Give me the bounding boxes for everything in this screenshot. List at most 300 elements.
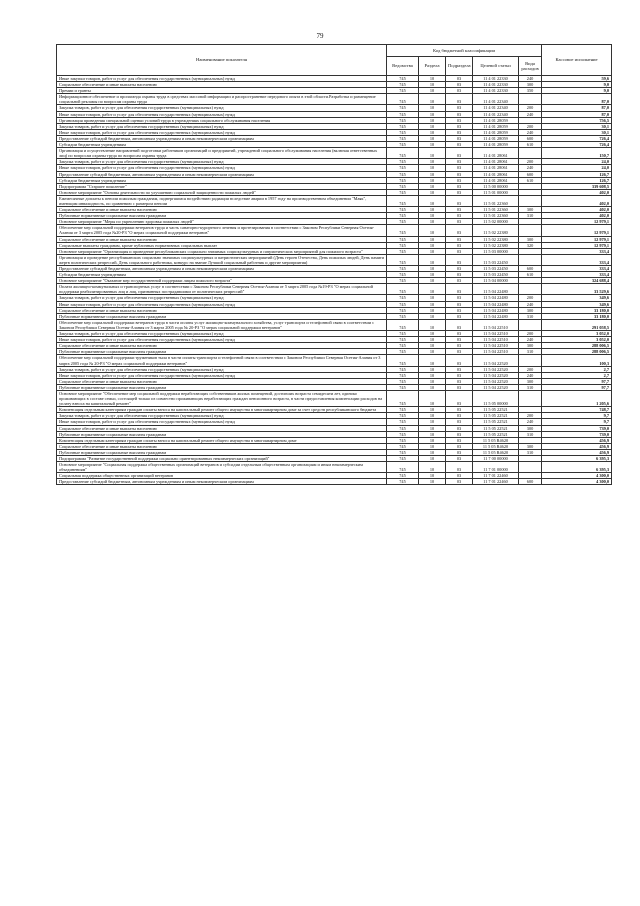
- row-target-article-code: 11 5 04 22480: [473, 284, 519, 295]
- row-amount: 33 180,0: [542, 313, 612, 319]
- row-department-code: 745: [387, 177, 419, 183]
- row-amount: 333,4: [542, 266, 612, 272]
- row-section-code: 10: [419, 413, 446, 419]
- row-subsection-code: 03: [446, 165, 473, 171]
- row-department-code: 745: [387, 189, 419, 195]
- row-amount: 291 058,5: [542, 319, 612, 330]
- row-target-article-code: 11 5 04 22520: [473, 378, 519, 384]
- row-expense-type-code: [519, 284, 542, 295]
- row-target-article-code: 11 5 03 22450: [473, 266, 519, 272]
- row-subsection-code: 03: [446, 337, 473, 343]
- row-department-code: 745: [387, 307, 419, 313]
- row-department-code: 745: [387, 207, 419, 213]
- row-expense-type-code: 240: [519, 372, 542, 378]
- row-section-code: 10: [419, 159, 446, 165]
- row-amount: 333,4: [542, 254, 612, 265]
- row-section-code: 10: [419, 425, 446, 431]
- row-expense-type-code: 610: [519, 177, 542, 183]
- row-department-code: 745: [387, 171, 419, 177]
- row-section-code: 10: [419, 165, 446, 171]
- row-subsection-code: 03: [446, 390, 473, 406]
- row-department-code: 745: [387, 390, 419, 406]
- row-section-code: 10: [419, 94, 446, 105]
- row-subsection-code: 03: [446, 366, 473, 372]
- row-section-code: 10: [419, 207, 446, 213]
- row-amount: 126,7: [542, 171, 612, 177]
- row-section-code: 10: [419, 242, 446, 248]
- row-subsection-code: 03: [446, 117, 473, 123]
- row-department-code: 745: [387, 419, 419, 425]
- row-expense-type-code: 300: [519, 343, 542, 349]
- row-department-code: 745: [387, 355, 419, 366]
- row-expense-type-code: 200: [519, 295, 542, 301]
- row-section-code: 10: [419, 437, 446, 443]
- row-subsection-code: 03: [446, 266, 473, 272]
- row-target-article-code: 11 5 03 00000: [473, 248, 519, 254]
- row-department-code: 745: [387, 242, 419, 248]
- row-name: Подпрограмма "Развитие государственной поддержки социально ориентированных некоммерческих организаций": [57, 456, 387, 462]
- row-department-code: 745: [387, 295, 419, 301]
- row-amount: 726,4: [542, 142, 612, 148]
- row-target-article-code: 11 5 04 22520: [473, 372, 519, 378]
- row-target-article-code: 11 4 01 28059: [473, 142, 519, 148]
- row-name: Ежемесячные доплаты к пенсии пожилым гражданам, подвергшимся воздействию радиации вследствие аварии в 1957 году на производственном объединении "Маяк", имеющим инвалидность, по сравнению с размером пенсии: [57, 195, 387, 206]
- row-amount: 30,1: [542, 123, 612, 129]
- table-row: [57, 284, 612, 295]
- row-name: Социальное обеспечение и иные выплаты населению: [57, 307, 387, 313]
- row-amount: 12 979,1: [542, 219, 612, 225]
- row-name: Закупка товаров, работ и услуг для обеспечения государственных (муниципальных) нужд: [57, 159, 387, 165]
- row-name: Публичные нормативные социальные выплаты гражданам: [57, 213, 387, 219]
- table-row: [57, 319, 612, 330]
- row-department-code: 745: [387, 266, 419, 272]
- row-target-article-code: 11 5 04 22510: [473, 343, 519, 349]
- row-amount: 126,7: [542, 177, 612, 183]
- row-subsection-code: 03: [446, 94, 473, 105]
- row-section-code: 10: [419, 111, 446, 117]
- table-row: [57, 195, 612, 206]
- row-section-code: 10: [419, 343, 446, 349]
- row-amount: 748,7: [542, 407, 612, 413]
- row-amount: 2,7: [542, 366, 612, 372]
- row-subsection-code: 03: [446, 307, 473, 313]
- row-subsection-code: 03: [446, 349, 473, 355]
- row-expense-type-code: 240: [519, 419, 542, 425]
- row-section-code: 10: [419, 337, 446, 343]
- row-subsection-code: 03: [446, 248, 473, 254]
- row-amount: 402,0: [542, 213, 612, 219]
- row-amount: 339 608,5: [542, 183, 612, 189]
- row-section-code: 10: [419, 219, 446, 225]
- row-section-code: 10: [419, 378, 446, 384]
- row-target-article-code: 11 5 05 R4620: [473, 443, 519, 449]
- row-target-article-code: 11 4 01 22330: [473, 88, 519, 94]
- row-subsection-code: 03: [446, 413, 473, 419]
- row-department-code: 745: [387, 148, 419, 159]
- row-target-article-code: 11 5 04 22520: [473, 384, 519, 390]
- row-target-article-code: 11 5 05 00000: [473, 390, 519, 406]
- row-subsection-code: 03: [446, 462, 473, 473]
- row-target-article-code: 11 5 02 22380: [473, 236, 519, 242]
- row-department-code: 745: [387, 456, 419, 462]
- row-department-code: 745: [387, 384, 419, 390]
- row-section-code: 10: [419, 313, 446, 319]
- row-name: Оплата жилищно-коммунальных и транспортных услуг в соответствии с Законом Республики Северная Осетия-Алания от 5 марта 2005 года №19-РЗ "О мерах социальной поддержки реабилитированных лиц и лиц, признанных пострадавшими от политических репрессий": [57, 284, 387, 295]
- row-section-code: 10: [419, 129, 446, 135]
- row-expense-type-code: 310: [519, 313, 542, 319]
- row-target-article-code: 11 5 05 22521: [473, 407, 519, 413]
- row-department-code: 745: [387, 129, 419, 135]
- row-subsection-code: 03: [446, 425, 473, 431]
- row-expense-type-code: 300: [519, 378, 542, 384]
- row-expense-type-code: 200: [519, 413, 542, 419]
- row-subsection-code: 03: [446, 129, 473, 135]
- row-department-code: 745: [387, 195, 419, 206]
- table-row: [57, 94, 612, 105]
- row-name: Закупка товаров, работ и услуг для обеспечения государственных (муниципальных) нужд: [57, 105, 387, 111]
- row-department-code: 745: [387, 331, 419, 337]
- row-subsection-code: 03: [446, 195, 473, 206]
- row-target-article-code: 11 4 01 28059: [473, 129, 519, 135]
- row-expense-type-code: 310: [519, 213, 542, 219]
- row-name: Субсидии бюджетным учреждениям: [57, 177, 387, 183]
- row-subsection-code: 03: [446, 207, 473, 213]
- table-row: [57, 390, 612, 406]
- row-subsection-code: 03: [446, 355, 473, 366]
- row-amount: 739,0: [542, 431, 612, 437]
- row-expense-type-code: 200: [519, 331, 542, 337]
- row-department-code: 745: [387, 123, 419, 129]
- row-section-code: 10: [419, 419, 446, 425]
- row-amount: 1 205,6: [542, 390, 612, 406]
- row-subsection-code: 03: [446, 76, 473, 82]
- row-target-article-code: 11 5 04 22480: [473, 301, 519, 307]
- row-target-article-code: 11 4 01 28059: [473, 123, 519, 129]
- row-amount: 456,9: [542, 443, 612, 449]
- row-department-code: 745: [387, 165, 419, 171]
- budget-table: [56, 44, 612, 485]
- row-section-code: 10: [419, 189, 446, 195]
- row-name: Закупка товаров, работ и услуг для обеспечения государственных (муниципальных) нужд: [57, 366, 387, 372]
- row-expense-type-code: [519, 148, 542, 159]
- row-amount: 24,0: [542, 159, 612, 165]
- row-amount: 456,9: [542, 437, 612, 443]
- row-expense-type-code: 600: [519, 171, 542, 177]
- row-amount: 12 979,1: [542, 225, 612, 236]
- row-subsection-code: 03: [446, 254, 473, 265]
- row-target-article-code: 11 5 04 00000: [473, 278, 519, 284]
- row-amount: 349,6: [542, 295, 612, 301]
- table-header: [57, 45, 612, 76]
- row-expense-type-code: [519, 94, 542, 105]
- row-name: Предоставление субсидий бюджетным, автономным учреждениям и иным некоммерческим организациям: [57, 266, 387, 272]
- row-amount: 59,6: [542, 76, 612, 82]
- row-department-code: 745: [387, 407, 419, 413]
- row-target-article-code: 11 5 04 22480: [473, 307, 519, 313]
- row-target-article-code: 11 5 05 22521: [473, 431, 519, 437]
- row-target-article-code: 11 5 01 00000: [473, 189, 519, 195]
- row-name: Организация проведения специальной оценки условий труда в учреждениях социального обслуживания населения: [57, 117, 387, 123]
- row-target-article-code: 11 5 04 22480: [473, 295, 519, 301]
- row-department-code: 745: [387, 319, 419, 330]
- row-subsection-code: 03: [446, 189, 473, 195]
- row-target-article-code: 11 5 05 R4620: [473, 437, 519, 443]
- row-target-article-code: 11 4 01 28061: [473, 165, 519, 171]
- row-name: Иные закупки товаров, работ и услуг для обеспечения государственных (муниципальных) нужд: [57, 129, 387, 135]
- row-name: Иные закупки товаров, работ и услуг для обеспечения государственных (муниципальных) нужд: [57, 337, 387, 343]
- row-target-article-code: 11 5 04 22520: [473, 366, 519, 372]
- row-amount: 349,6: [542, 301, 612, 307]
- row-name: Закупка товаров, работ и услуг для обеспечения государственных (муниципальных) нужд: [57, 295, 387, 301]
- row-section-code: 10: [419, 135, 446, 141]
- row-name: Закупка товаров, работ и услуг для обеспечения государственных (муниципальных) нужд: [57, 331, 387, 337]
- row-name: Основное мероприятие "Меры по укреплению здоровья пожилых людей": [57, 219, 387, 225]
- row-section-code: 10: [419, 331, 446, 337]
- row-subsection-code: 03: [446, 443, 473, 449]
- row-name: Иные закупки товаров, работ и услуг для обеспечения государственных (муниципальных) нужд: [57, 419, 387, 425]
- row-subsection-code: 03: [446, 111, 473, 117]
- row-section-code: 10: [419, 307, 446, 313]
- row-expense-type-code: 240: [519, 337, 542, 343]
- row-department-code: 745: [387, 76, 419, 82]
- row-subsection-code: 03: [446, 213, 473, 219]
- row-name: Иные закупки товаров, работ и услуг для обеспечения государственных (муниципальных) нужд: [57, 301, 387, 307]
- row-department-code: 745: [387, 437, 419, 443]
- row-amount: 87,0: [542, 111, 612, 117]
- row-expense-type-code: [519, 254, 542, 265]
- row-section-code: 10: [419, 213, 446, 219]
- row-name: Закупка товаров, работ и услуг для обеспечения государственных (муниципальных) нужд: [57, 413, 387, 419]
- row-expense-type-code: 300: [519, 425, 542, 431]
- row-expense-type-code: 310: [519, 384, 542, 390]
- row-expense-type-code: [519, 390, 542, 406]
- row-name: Публичные нормативные социальные выплаты гражданам: [57, 349, 387, 355]
- row-section-code: 10: [419, 278, 446, 284]
- row-name: Публичные нормативные социальные выплаты гражданам: [57, 313, 387, 319]
- row-expense-type-code: 240: [519, 129, 542, 135]
- row-subsection-code: 03: [446, 456, 473, 462]
- row-subsection-code: 03: [446, 449, 473, 455]
- table-row: [57, 355, 612, 366]
- row-department-code: 745: [387, 254, 419, 265]
- row-name: Субсидии бюджетным учреждениям: [57, 142, 387, 148]
- header-department: Ведомства: [387, 57, 419, 76]
- row-section-code: 10: [419, 301, 446, 307]
- row-name: Социальное обеспечение и иные выплаты населению: [57, 425, 387, 431]
- row-subsection-code: 03: [446, 372, 473, 378]
- row-expense-type-code: 300: [519, 207, 542, 213]
- row-name: Предоставление субсидий бюджетным, автономным учреждениям и иным некоммерческим организациям: [57, 479, 387, 485]
- row-section-code: 10: [419, 355, 446, 366]
- row-name: Основное мероприятие "Основы деятельности по улучшению социальной защищенности пожилых людей": [57, 189, 387, 195]
- row-expense-type-code: 300: [519, 236, 542, 242]
- row-section-code: 10: [419, 254, 446, 265]
- row-section-code: 10: [419, 248, 446, 254]
- row-subsection-code: 03: [446, 343, 473, 349]
- row-expense-type-code: 200: [519, 105, 542, 111]
- row-section-code: 10: [419, 473, 446, 479]
- row-expense-type-code: 240: [519, 165, 542, 171]
- row-department-code: 745: [387, 94, 419, 105]
- row-name: Социальное обеспечение и иные выплаты населению: [57, 82, 387, 88]
- row-department-code: 745: [387, 105, 419, 111]
- row-amount: 150,7: [542, 148, 612, 159]
- row-department-code: 745: [387, 366, 419, 372]
- header-subsection: Подраздела: [446, 57, 473, 76]
- header-amount: Кассовое исполнение: [542, 45, 612, 76]
- row-subsection-code: 03: [446, 378, 473, 384]
- row-name: Публичные нормативные социальные выплаты гражданам: [57, 449, 387, 455]
- row-subsection-code: 03: [446, 419, 473, 425]
- row-name: Обеспечение мер социальной поддержки ветеранов труда в части оплаты услуг жилищно-коммунального хозяйства, услуг транспорта и телефонной связи в соответствии с Законом Республики Северная Осетия-Алания от 3 марта 2005 года № 20-РЗ "О мерах социальной поддержки ветеранов": [57, 319, 387, 330]
- row-subsection-code: 03: [446, 105, 473, 111]
- row-amount: 9,0: [542, 82, 612, 88]
- row-department-code: 745: [387, 431, 419, 437]
- row-department-code: 745: [387, 142, 419, 148]
- row-subsection-code: 03: [446, 284, 473, 295]
- row-subsection-code: 03: [446, 384, 473, 390]
- row-name: Публичные нормативные социальные выплаты гражданам: [57, 431, 387, 437]
- row-subsection-code: 03: [446, 431, 473, 437]
- row-department-code: 745: [387, 248, 419, 254]
- row-subsection-code: 03: [446, 88, 473, 94]
- row-section-code: 10: [419, 123, 446, 129]
- row-name: Закупка товаров, работ и услуг для обеспечения государственных (муниципальных) нужд: [57, 123, 387, 129]
- row-target-article-code: 11 5 05 R4620: [473, 449, 519, 455]
- row-department-code: 745: [387, 82, 419, 88]
- row-department-code: 745: [387, 349, 419, 355]
- row-section-code: 10: [419, 284, 446, 295]
- row-section-code: 10: [419, 82, 446, 88]
- row-expense-type-code: [519, 195, 542, 206]
- row-section-code: 10: [419, 183, 446, 189]
- row-section-code: 10: [419, 117, 446, 123]
- row-amount: 2,7: [542, 372, 612, 378]
- row-amount: 4 300,0: [542, 473, 612, 479]
- row-amount: 9,7: [542, 419, 612, 425]
- row-amount: 333,4: [542, 272, 612, 278]
- row-subsection-code: 03: [446, 473, 473, 479]
- row-subsection-code: 03: [446, 272, 473, 278]
- header-code-group: Код бюджетной классификации: [387, 45, 542, 57]
- row-name: Социальное обеспечение и иные выплаты населению: [57, 207, 387, 213]
- row-section-code: 10: [419, 431, 446, 437]
- row-name: Субсидии бюджетным учреждениям: [57, 272, 387, 278]
- row-name: Предоставление субсидий бюджетным, автономным учреждениям и иным некоммерческим организациям: [57, 135, 387, 141]
- row-amount: 87,0: [542, 94, 612, 105]
- header-section: Раздела: [419, 57, 446, 76]
- row-subsection-code: 03: [446, 242, 473, 248]
- row-expense-type-code: 350: [519, 88, 542, 94]
- row-amount: 288 006,5: [542, 343, 612, 349]
- row-target-article-code: 11 5 04 22510: [473, 319, 519, 330]
- row-section-code: 10: [419, 319, 446, 330]
- row-name: Публичные нормативные социальные выплаты гражданам: [57, 384, 387, 390]
- row-subsection-code: 03: [446, 331, 473, 337]
- row-department-code: 745: [387, 473, 419, 479]
- row-subsection-code: 03: [446, 159, 473, 165]
- row-department-code: 745: [387, 117, 419, 123]
- row-department-code: 745: [387, 301, 419, 307]
- row-target-article-code: 11 4 01 22340: [473, 94, 519, 105]
- row-subsection-code: 03: [446, 236, 473, 242]
- row-name: Обеспечение мер социальной поддержки тружеников тыла в части оплаты транспорта и телефонной связи в соответствии с Законом Республики Северная Осетия-Алания от 3 марта 2005 года № 20-РЗ "О мерах социальной поддержки ветеранов": [57, 355, 387, 366]
- row-name: Социальные выплаты гражданам, кроме публичных нормативных социальных выплат: [57, 242, 387, 248]
- row-section-code: 10: [419, 142, 446, 148]
- row-target-article-code: 11 7 01 22460: [473, 473, 519, 479]
- row-subsection-code: 03: [446, 219, 473, 225]
- row-amount: 12 979,1: [542, 242, 612, 248]
- row-name: Социальное обеспечение и иные выплаты населению: [57, 343, 387, 349]
- row-section-code: 10: [419, 407, 446, 413]
- row-section-code: 10: [419, 449, 446, 455]
- row-target-article-code: 11 5 05 22521: [473, 413, 519, 419]
- row-name: Компенсация отдельным категориям граждан оплаты взноса на капитальный ремонт общего имущества в многоквартирном доме: [57, 437, 387, 443]
- row-name: Предоставление субсидий бюджетным, автономным учреждениям и иным некоммерческим организациям: [57, 171, 387, 177]
- row-amount: 9,7: [542, 413, 612, 419]
- row-department-code: 745: [387, 462, 419, 473]
- row-target-article-code: 11 7 01 00000: [473, 462, 519, 473]
- row-expense-type-code: 610: [519, 142, 542, 148]
- row-expense-type-code: 200: [519, 366, 542, 372]
- row-name: Иные закупки товаров, работ и услуг для обеспечения государственных (муниципальных) нужд: [57, 165, 387, 171]
- row-subsection-code: 03: [446, 123, 473, 129]
- row-target-article-code: 11 5 04 22520: [473, 355, 519, 366]
- row-name: Социальное обеспечение и иные выплаты населению: [57, 378, 387, 384]
- row-department-code: 745: [387, 449, 419, 455]
- row-name: Основное мероприятие "Организация и проведение республиканских социально значимых социокультурных и патриотических мероприятий для пожилого возраста": [57, 248, 387, 254]
- row-target-article-code: 11 5 01 22360: [473, 213, 519, 219]
- row-subsection-code: 03: [446, 225, 473, 236]
- row-amount: 30,1: [542, 129, 612, 135]
- row-target-article-code: 11 5 04 22480: [473, 313, 519, 319]
- row-name: Иные закупки товаров, работ и услуг для обеспечения государственных (муниципальных) нужд: [57, 111, 387, 117]
- row-target-article-code: 11 5 05 22521: [473, 419, 519, 425]
- row-name: Основное мероприятие "Оказание мер государственной поддержки лицам пожилого возраста": [57, 278, 387, 284]
- row-name: Социальное обеспечение и иные выплаты населению: [57, 443, 387, 449]
- row-target-article-code: 11 4 01 28059: [473, 117, 519, 123]
- row-amount: 24,0: [542, 165, 612, 171]
- row-amount: 739,0: [542, 425, 612, 431]
- row-section-code: 10: [419, 295, 446, 301]
- row-amount: 87,0: [542, 105, 612, 111]
- row-subsection-code: 03: [446, 142, 473, 148]
- row-target-article-code: 11 5 00 00000: [473, 183, 519, 189]
- row-amount: 97,7: [542, 378, 612, 384]
- row-department-code: 745: [387, 343, 419, 349]
- row-amount: 324 688,4: [542, 278, 612, 284]
- table-row: [57, 148, 612, 159]
- row-target-article-code: 11 4 01 22330: [473, 82, 519, 88]
- row-subsection-code: 03: [446, 295, 473, 301]
- header-expense-type: Вида расходов: [519, 57, 542, 76]
- row-expense-type-code: 300: [519, 82, 542, 88]
- header-name: Наименование показателя: [57, 45, 387, 76]
- row-target-article-code: 11 4 01 28061: [473, 177, 519, 183]
- row-subsection-code: 03: [446, 183, 473, 189]
- row-amount: 6 395,3: [542, 456, 612, 462]
- table-row: [57, 462, 612, 473]
- row-section-code: 10: [419, 148, 446, 159]
- row-section-code: 10: [419, 456, 446, 462]
- row-name: Основное мероприятие "Обеспечение мер социальной поддержки неработающих собственников жилых помещений, достигших возраста семидесяти лет, одиноко проживающих в составе семьи, состоящей только из совместно проживающих неработающих граждан пенсионного возраста, в части предоставления компенсации расходов на уплату взноса на капитальный ремонт": [57, 390, 387, 406]
- row-department-code: 745: [387, 443, 419, 449]
- row-subsection-code: 03: [446, 148, 473, 159]
- row-department-code: 745: [387, 313, 419, 319]
- row-target-article-code: 11 5 02 22380: [473, 225, 519, 236]
- row-department-code: 745: [387, 213, 419, 219]
- row-amount: 333,4: [542, 248, 612, 254]
